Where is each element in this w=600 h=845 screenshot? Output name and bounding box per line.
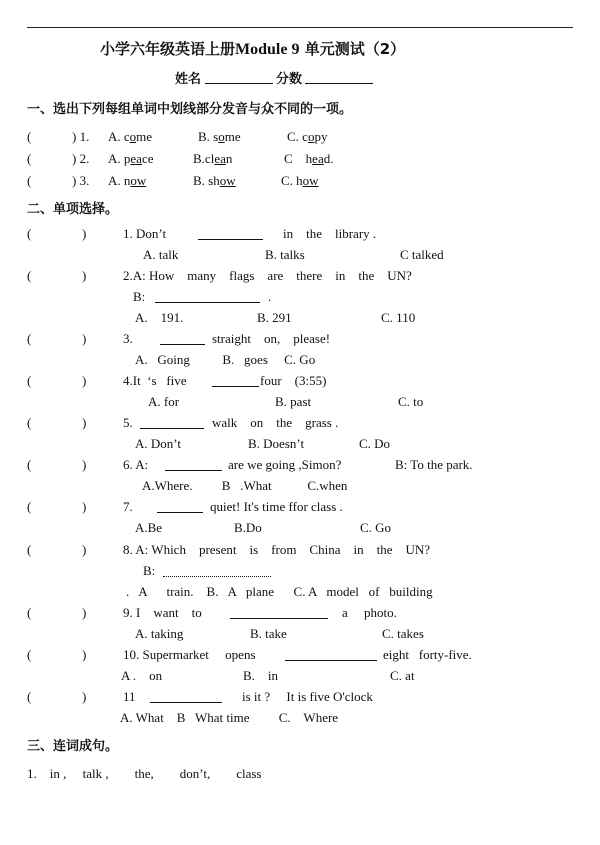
answer-paren-close: )	[82, 542, 87, 557]
question-7-rest: quiet! It's time ffor class .	[210, 499, 343, 514]
page-title: 小学六年级英语上册Module 9 单元测试（2）	[100, 40, 406, 58]
option-c: C. how	[281, 173, 319, 188]
question-3-text: 3.	[123, 331, 133, 346]
question-6-text: 6. A:	[123, 457, 149, 472]
answer-paren-close: )	[82, 331, 87, 346]
question-2-b-label: B:	[133, 289, 146, 304]
item-number: ) 3.	[72, 173, 90, 188]
question-6-blank[interactable]	[165, 470, 222, 471]
answer-paren-close: )	[82, 689, 87, 704]
option-c: C head.	[284, 151, 334, 166]
question-4-blank[interactable]	[212, 386, 259, 387]
answer-paren[interactable]: (	[27, 173, 32, 188]
question-5-rest: walk on the grass .	[212, 415, 339, 430]
question-1-text: 1. Don’t	[123, 226, 167, 241]
answer-paren-open[interactable]: (	[27, 457, 32, 472]
answer-paren-close: )	[82, 226, 87, 241]
answer-paren-close: )	[82, 457, 87, 472]
question-10-rest: eight forty-five.	[383, 647, 472, 662]
section3-heading: 三、连词成句。	[27, 739, 119, 754]
q5-option-b: B. Doesn’t	[248, 436, 305, 451]
question-11-blank[interactable]	[150, 702, 222, 703]
question-9-rest: a photo.	[342, 605, 397, 620]
question-1-blank[interactable]	[198, 239, 263, 240]
q7-option-b: B.Do	[234, 520, 262, 535]
q10-option-b: B. in	[243, 668, 279, 683]
answer-paren-close: )	[82, 373, 87, 388]
section2-heading: 二、单项选择。	[27, 202, 119, 217]
question-9-blank[interactable]	[230, 618, 328, 619]
q3-options: A. Going B. goes C. Go	[135, 352, 316, 367]
question-8-b-label: B:	[143, 563, 156, 578]
q9-option-c: C. takes	[382, 626, 424, 641]
question-11-rest: is it ? It is five O'clock	[242, 689, 373, 704]
section3-question-1: 1. in , talk , the, don’t, class	[27, 766, 262, 781]
score-label: 分数	[276, 72, 303, 87]
q8-options: . A train. B. A plane C. A model of building	[126, 584, 433, 599]
question-10-text: 10. Supermarket opens	[123, 647, 256, 662]
answer-paren-close: )	[82, 499, 87, 514]
q7-option-a: A.Be	[135, 520, 163, 535]
question-5-text: 5.	[123, 415, 133, 430]
question-7-blank[interactable]	[157, 512, 203, 513]
answer-paren-close: )	[82, 415, 87, 430]
q5-option-c: C. Do	[359, 436, 391, 451]
q2-option-b: B. 291	[257, 310, 292, 325]
answer-paren[interactable]: (	[27, 151, 32, 166]
q11-options: A. What B What time C. Where	[120, 710, 339, 725]
option-a: A. peace	[108, 151, 154, 166]
q1-option-b: B. talks	[265, 247, 305, 262]
answer-paren-open[interactable]: (	[27, 373, 32, 388]
q7-option-c: C. Go	[360, 520, 392, 535]
question-8-text: 8. A: Which present is from China in the UN?	[123, 542, 431, 557]
name-blank[interactable]	[205, 83, 273, 84]
answer-paren-close: )	[82, 268, 87, 283]
q4-option-c: C. to	[398, 394, 424, 409]
question-6-rest: are we going ,Simon?	[228, 457, 342, 472]
option-b: B. show	[193, 173, 236, 188]
question-6-answer-b: B: To the park.	[395, 457, 473, 472]
answer-paren-open[interactable]: (	[27, 268, 32, 283]
answer-paren-open[interactable]: (	[27, 605, 32, 620]
answer-paren-open[interactable]: (	[27, 499, 32, 514]
question-2-b-end: .	[268, 289, 272, 304]
q10-option-c: C. at	[390, 668, 415, 683]
q6-options: A.Where. B .What C.when	[142, 478, 348, 493]
question-4-rest: four (3:55)	[260, 373, 327, 388]
score-blank[interactable]	[305, 83, 373, 84]
question-11-text: 11	[123, 689, 136, 704]
q1-option-c: C talked	[400, 247, 444, 262]
answer-paren-open[interactable]: (	[27, 226, 32, 241]
option-b: B. some	[198, 129, 241, 144]
question-1-rest: in the library .	[283, 226, 377, 241]
question-8-blank[interactable]	[163, 576, 271, 577]
item-number: ) 1.	[72, 129, 90, 144]
question-3-rest: straight on, please!	[212, 331, 331, 346]
question-7-text: 7.	[123, 499, 133, 514]
question-2-blank[interactable]	[155, 302, 260, 303]
q10-option-a: A . on	[121, 668, 163, 683]
question-2-text: 2.A: How many flags are there in the UN?	[123, 268, 412, 283]
q2-option-a: A. 191.	[135, 310, 184, 325]
q9-option-b: B. take	[250, 626, 287, 641]
q4-option-b: B. past	[275, 394, 312, 409]
top-rule	[27, 27, 573, 28]
answer-paren-open[interactable]: (	[27, 689, 32, 704]
q4-option-a: A. for	[148, 394, 180, 409]
answer-paren-close: )	[82, 605, 87, 620]
q5-option-a: A. Don’t	[135, 436, 181, 451]
option-a: A. come	[108, 129, 153, 144]
answer-paren-open[interactable]: (	[27, 542, 32, 557]
answer-paren-open[interactable]: (	[27, 415, 32, 430]
question-4-text: 4.It ‘s five	[123, 373, 187, 388]
item-number: ) 2.	[72, 151, 90, 166]
answer-paren[interactable]: (	[27, 129, 32, 144]
answer-paren-close: )	[82, 647, 87, 662]
q2-option-c: C. 110	[381, 310, 416, 325]
answer-paren-open[interactable]: (	[27, 331, 32, 346]
q9-option-a: A. taking	[135, 626, 184, 641]
question-10-blank[interactable]	[285, 660, 377, 661]
question-9-text: 9. I want to	[123, 605, 202, 620]
option-a: A. now	[108, 173, 147, 188]
option-b: B.clean	[193, 151, 233, 166]
section1-heading: 一、选出下列每组单词中划线部分发音与众不同的一项。	[27, 102, 353, 117]
q1-option-a: A. talk	[143, 247, 179, 262]
option-c: C. copy	[287, 129, 328, 144]
question-5-blank[interactable]	[140, 428, 204, 429]
answer-paren-open[interactable]: (	[27, 647, 32, 662]
name-label: 姓名	[175, 72, 202, 87]
question-3-blank[interactable]	[160, 344, 205, 345]
